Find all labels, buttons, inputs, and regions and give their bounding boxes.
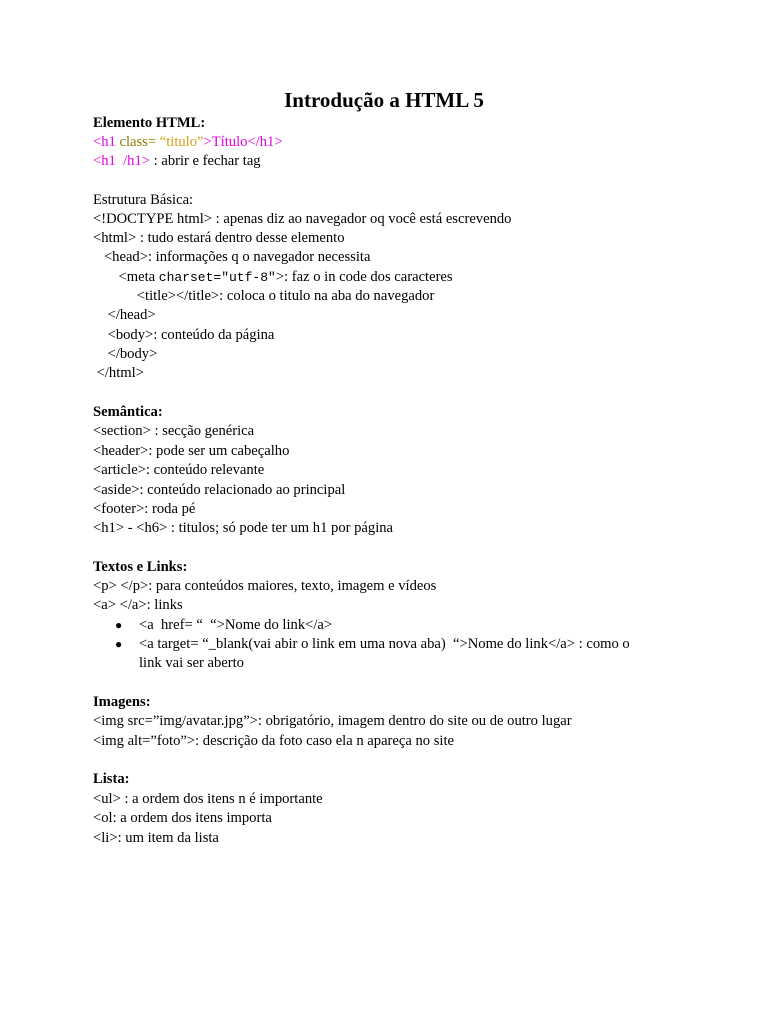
tag-open: <h1: [93, 134, 120, 150]
estrutura-line-title: <title></title>: coloca o titulo na aba do navegador: [93, 288, 435, 304]
section-heading-textos: Textos e Links:: [93, 559, 188, 575]
bullet-item-target-cont: link vai ser aberto: [139, 655, 244, 671]
bullet-item-target: <a target= “_blank(vai abir o link em uma nova aba) “>Nome do link</a> : como o: [139, 636, 630, 652]
tag-pair: <h1 /h1>: [93, 153, 150, 169]
estrutura-line-meta: [93, 268, 453, 287]
lista-line-ul: <ul> : a ordem dos itens n é importante: [93, 791, 323, 807]
semantica-item: <article>: conteúdo relevante: [93, 462, 265, 478]
semantica-item: <aside>: conteúdo relacionado ao principal: [93, 482, 346, 498]
section-heading-estrutura: Estrutura Básica:: [93, 192, 194, 208]
tag-close: </h1>: [247, 134, 283, 150]
tag-gt: >: [203, 134, 212, 150]
meta-charset-code: charset="utf-8": [158, 270, 276, 285]
document-title: Introdução a HTML 5: [284, 88, 484, 112]
meta-suffix: >: faz o in code dos caracteres: [275, 269, 453, 285]
example-h1-class: [93, 133, 283, 152]
attr-value: “titulo”: [159, 134, 204, 150]
bullet-icon: ●: [115, 618, 123, 632]
section-heading-lista: Lista:: [93, 771, 130, 787]
attr-name: class=: [119, 134, 160, 150]
section-heading-elemento: Elemento HTML:: [93, 115, 206, 131]
estrutura-line-html: <html> : tudo estará dentro desse elemento: [93, 230, 345, 246]
estrutura-line-html-close: </html>: [93, 365, 144, 381]
textos-line-p: <p> </p>: para conteúdos maiores, texto, imagem e vídeos: [93, 578, 437, 594]
semantica-item: <h1> - <h6> : titulos; só pode ter um h1 por página: [93, 520, 394, 536]
semantica-item: <footer>: roda pé: [93, 501, 196, 517]
semantica-item: <section> : secção genérica: [93, 423, 255, 439]
lista-line-li: <li>: um item da lista: [93, 830, 219, 846]
imagens-line-alt: <img alt=”foto”>: descrição da foto caso ela n apareça no site: [93, 733, 455, 749]
imagens-line-src: <img src=”img/avatar.jpg”>: obrigatório, imagem dentro do site ou de outro lugar: [93, 713, 572, 729]
lista-line-ol: <ol: a ordem dos itens importa: [93, 810, 272, 826]
estrutura-line-body-close: </body>: [93, 346, 158, 362]
example-text: Título: [211, 134, 248, 150]
section-heading-semantica: Semântica:: [93, 404, 163, 420]
estrutura-line-body: <body>: conteúdo da página: [93, 327, 275, 343]
semantica-item: <header>: pode ser um cabeçalho: [93, 443, 290, 459]
textos-line-a: <a> </a>: links: [93, 597, 183, 613]
tag-pair-desc: : abrir e fechar tag: [150, 153, 261, 169]
meta-prefix: <meta: [93, 269, 159, 285]
example-open-close: [93, 152, 261, 171]
bullet-item-href: <a href= “ “>Nome do link</a>: [139, 617, 333, 633]
bullet-icon: ●: [115, 637, 123, 651]
estrutura-line-head-close: </head>: [93, 307, 156, 323]
estrutura-line-head: <head>: informações q o navegador necessita: [93, 249, 371, 265]
section-heading-imagens: Imagens:: [93, 694, 151, 710]
estrutura-line-doctype: <!DOCTYPE html> : apenas diz ao navegador oq você está escrevendo: [93, 211, 512, 227]
